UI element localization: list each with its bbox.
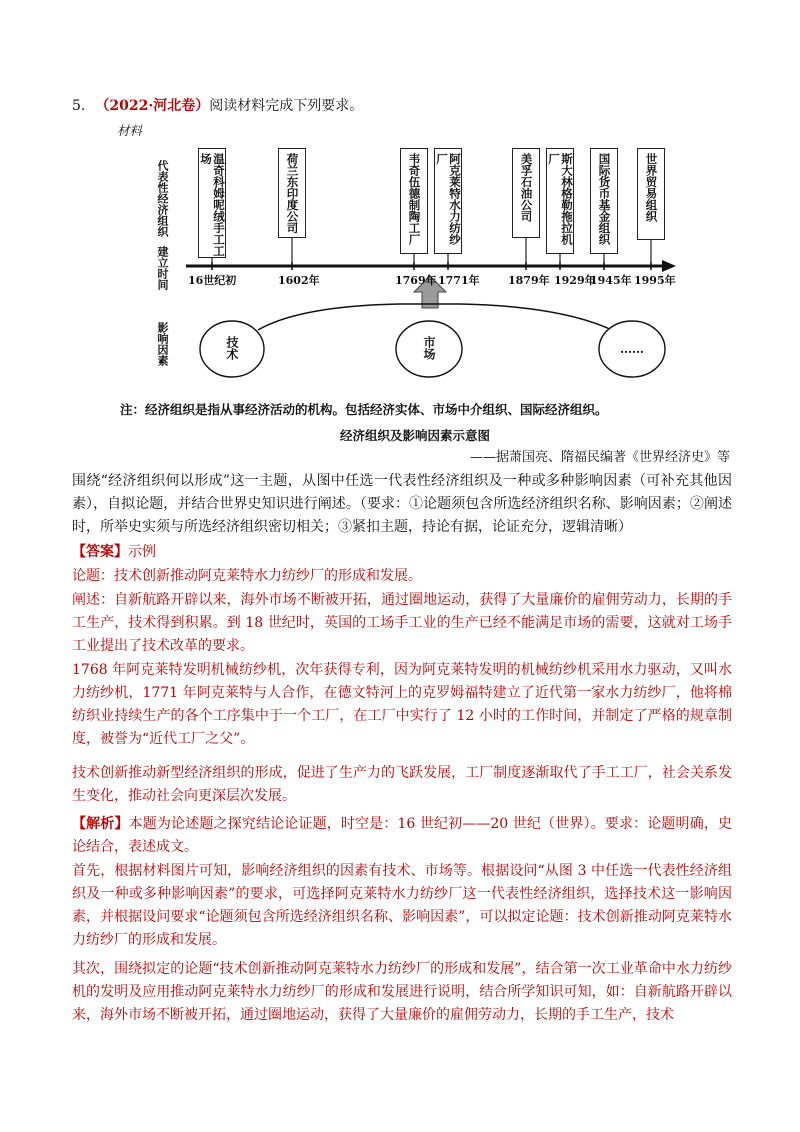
answer-header (72, 541, 732, 564)
year-4: 1879年 (508, 274, 550, 287)
factor-other: …… (620, 342, 644, 356)
analysis-paragraph-3: 其次，围绕拟定的论题“技术创新推动阿克莱特水力纺纱厂的形成和发展”，结合第一次工业革命中水力纺纱机的发明及应用推动阿克莱特水力纺纱厂的形成和发展进行说明，结合所学知识可知，如：自新航路开辟以来，海外市场不断被开拓，通过圈地运动，获得了大量廉价的雇佣劳动力，长期的手工生产，技术 (72, 961, 732, 1023)
year-2: 1769年 (395, 274, 437, 287)
label-factors: 影响因素 (156, 322, 169, 366)
answer-tag-text: 示例 (128, 544, 156, 560)
analysis-paragraph-1 (72, 813, 732, 859)
org-box-4: 美孚石油公司 (512, 148, 540, 238)
factor-technology: 技术 (225, 336, 239, 360)
timeline-arrow (662, 260, 676, 272)
factor-market: 市场 (422, 336, 436, 360)
material-label: 材料 (117, 123, 143, 138)
diagram-citation: ——据萧国亮、隋福民编著《世界经济史》等 (470, 450, 731, 465)
question-prompt: 围绕“经济组织何以形成”这一主题，从图中任选一代表性经济组织及一种或多种影响因素（可补充其他因素），自拟论题，并结合世界史知识进行阐述。（要求：①论题须包含所选经济组织名称、影响因素；②阐述时，所举史实须与所选经济组织密切相关；③紧扣主题，持论有据，论证充分，逻辑清晰） (72, 473, 732, 535)
answer-paragraph-3: 技术创新推动新型经济组织的形成，促进了生产力的飞跃发展，工厂制度逐渐取代了手工工厂，社会关系发生变化，推动社会向更深层次发展。 (72, 765, 732, 804)
question-instruction: 阅读材料完成下列要求。 (209, 98, 364, 114)
org-box-1: 荷兰东印度公司 (278, 148, 306, 238)
answer-thesis: 论题：技术创新推动阿克莱特水力纺纱厂的形成和发展。 (72, 568, 422, 584)
org-box-6: 国际货币基金组织 (590, 148, 618, 254)
analysis-text-1: 本题为论述题之探究结论论证题，时空是：16 世纪初——20 世纪（世界）。要求：论题明确，史论结合，表述成文。 (72, 816, 733, 855)
year-7: 1995年 (634, 274, 676, 287)
diagram-caption: 经济组织及影响因素示意图 (340, 428, 491, 443)
diagram (0, 0, 800, 400)
analysis-tag: 【解析】 (72, 816, 129, 832)
question-source: （2022·河北卷） (95, 98, 210, 114)
answer-paragraph-2: 1768 年阿克莱特发明机械纺纱机，次年获得专利，因为阿克莱特发明的机械纺纱机采用水力驱动，又叫水力纺纱机，1771 年阿克莱特与人合作，在德文特河上的克罗姆福特建立了近代第一家水力纺纱厂，他将棉纺织业持续生产的各个工序集中于一个工厂，在工厂中实行了 12 小时的工作时间，并制定了严格的规章制度，被誉为“近代工厂之父”。 (72, 662, 732, 747)
label-organizations: 代表性经济组织 (156, 160, 169, 237)
org-box-0: 温奇科姆呢绒手工工场 (198, 148, 226, 258)
diagram-note: 注：经济组织是指从事经济活动的机构。包括经济实体、市场中介组织、国际经济组织。 (120, 402, 608, 417)
answer-paragraph-1: 阐述：自新航路开辟以来，海外市场不断被开拓，通过圈地运动，获得了大量廉价的雇佣劳动力，长期的手工生产，技术得到积累。到 18 世纪时，英国的工场手工业的生产已经不能满足市场的需要，这就对工场手工业提出了技术改革的要求。 (72, 592, 732, 654)
question-number: 5. (72, 98, 86, 114)
org-box-7: 世界贸易组织 (637, 148, 665, 240)
analysis-paragraph-2: 首先，根据材料图片可知，影响经济组织的因素有技术、市场等。根据设问“从图 3 中任选一代表性经济组织及一种或多种影响因素”的要求，可选择阿克莱特水力纺纱厂这一代表性经济组织，选择技术这一影响因素，并根据设问要求“论题须包含所选经济组织名称、影响因素”，可以拟定论题：技术创新推动阿克莱特水力纺纱厂的形成和发展。 (72, 863, 732, 948)
org-box-2: 韦奇伍德制陶工厂 (400, 148, 428, 254)
answer-tag: 【答案】 (72, 544, 128, 560)
org-box-3: 阿克莱特水力纺纱厂 (434, 148, 462, 254)
year-6: 1945年 (590, 274, 632, 287)
year-1: 1602年 (278, 274, 320, 287)
year-5: 1929年 (554, 274, 596, 287)
year-3: 1771年 (438, 274, 480, 287)
org-box-5: 斯大林格勒拖拉机厂 (546, 148, 574, 254)
label-year: 建立时间 (156, 246, 169, 290)
year-0: 16世纪初 (188, 274, 237, 287)
